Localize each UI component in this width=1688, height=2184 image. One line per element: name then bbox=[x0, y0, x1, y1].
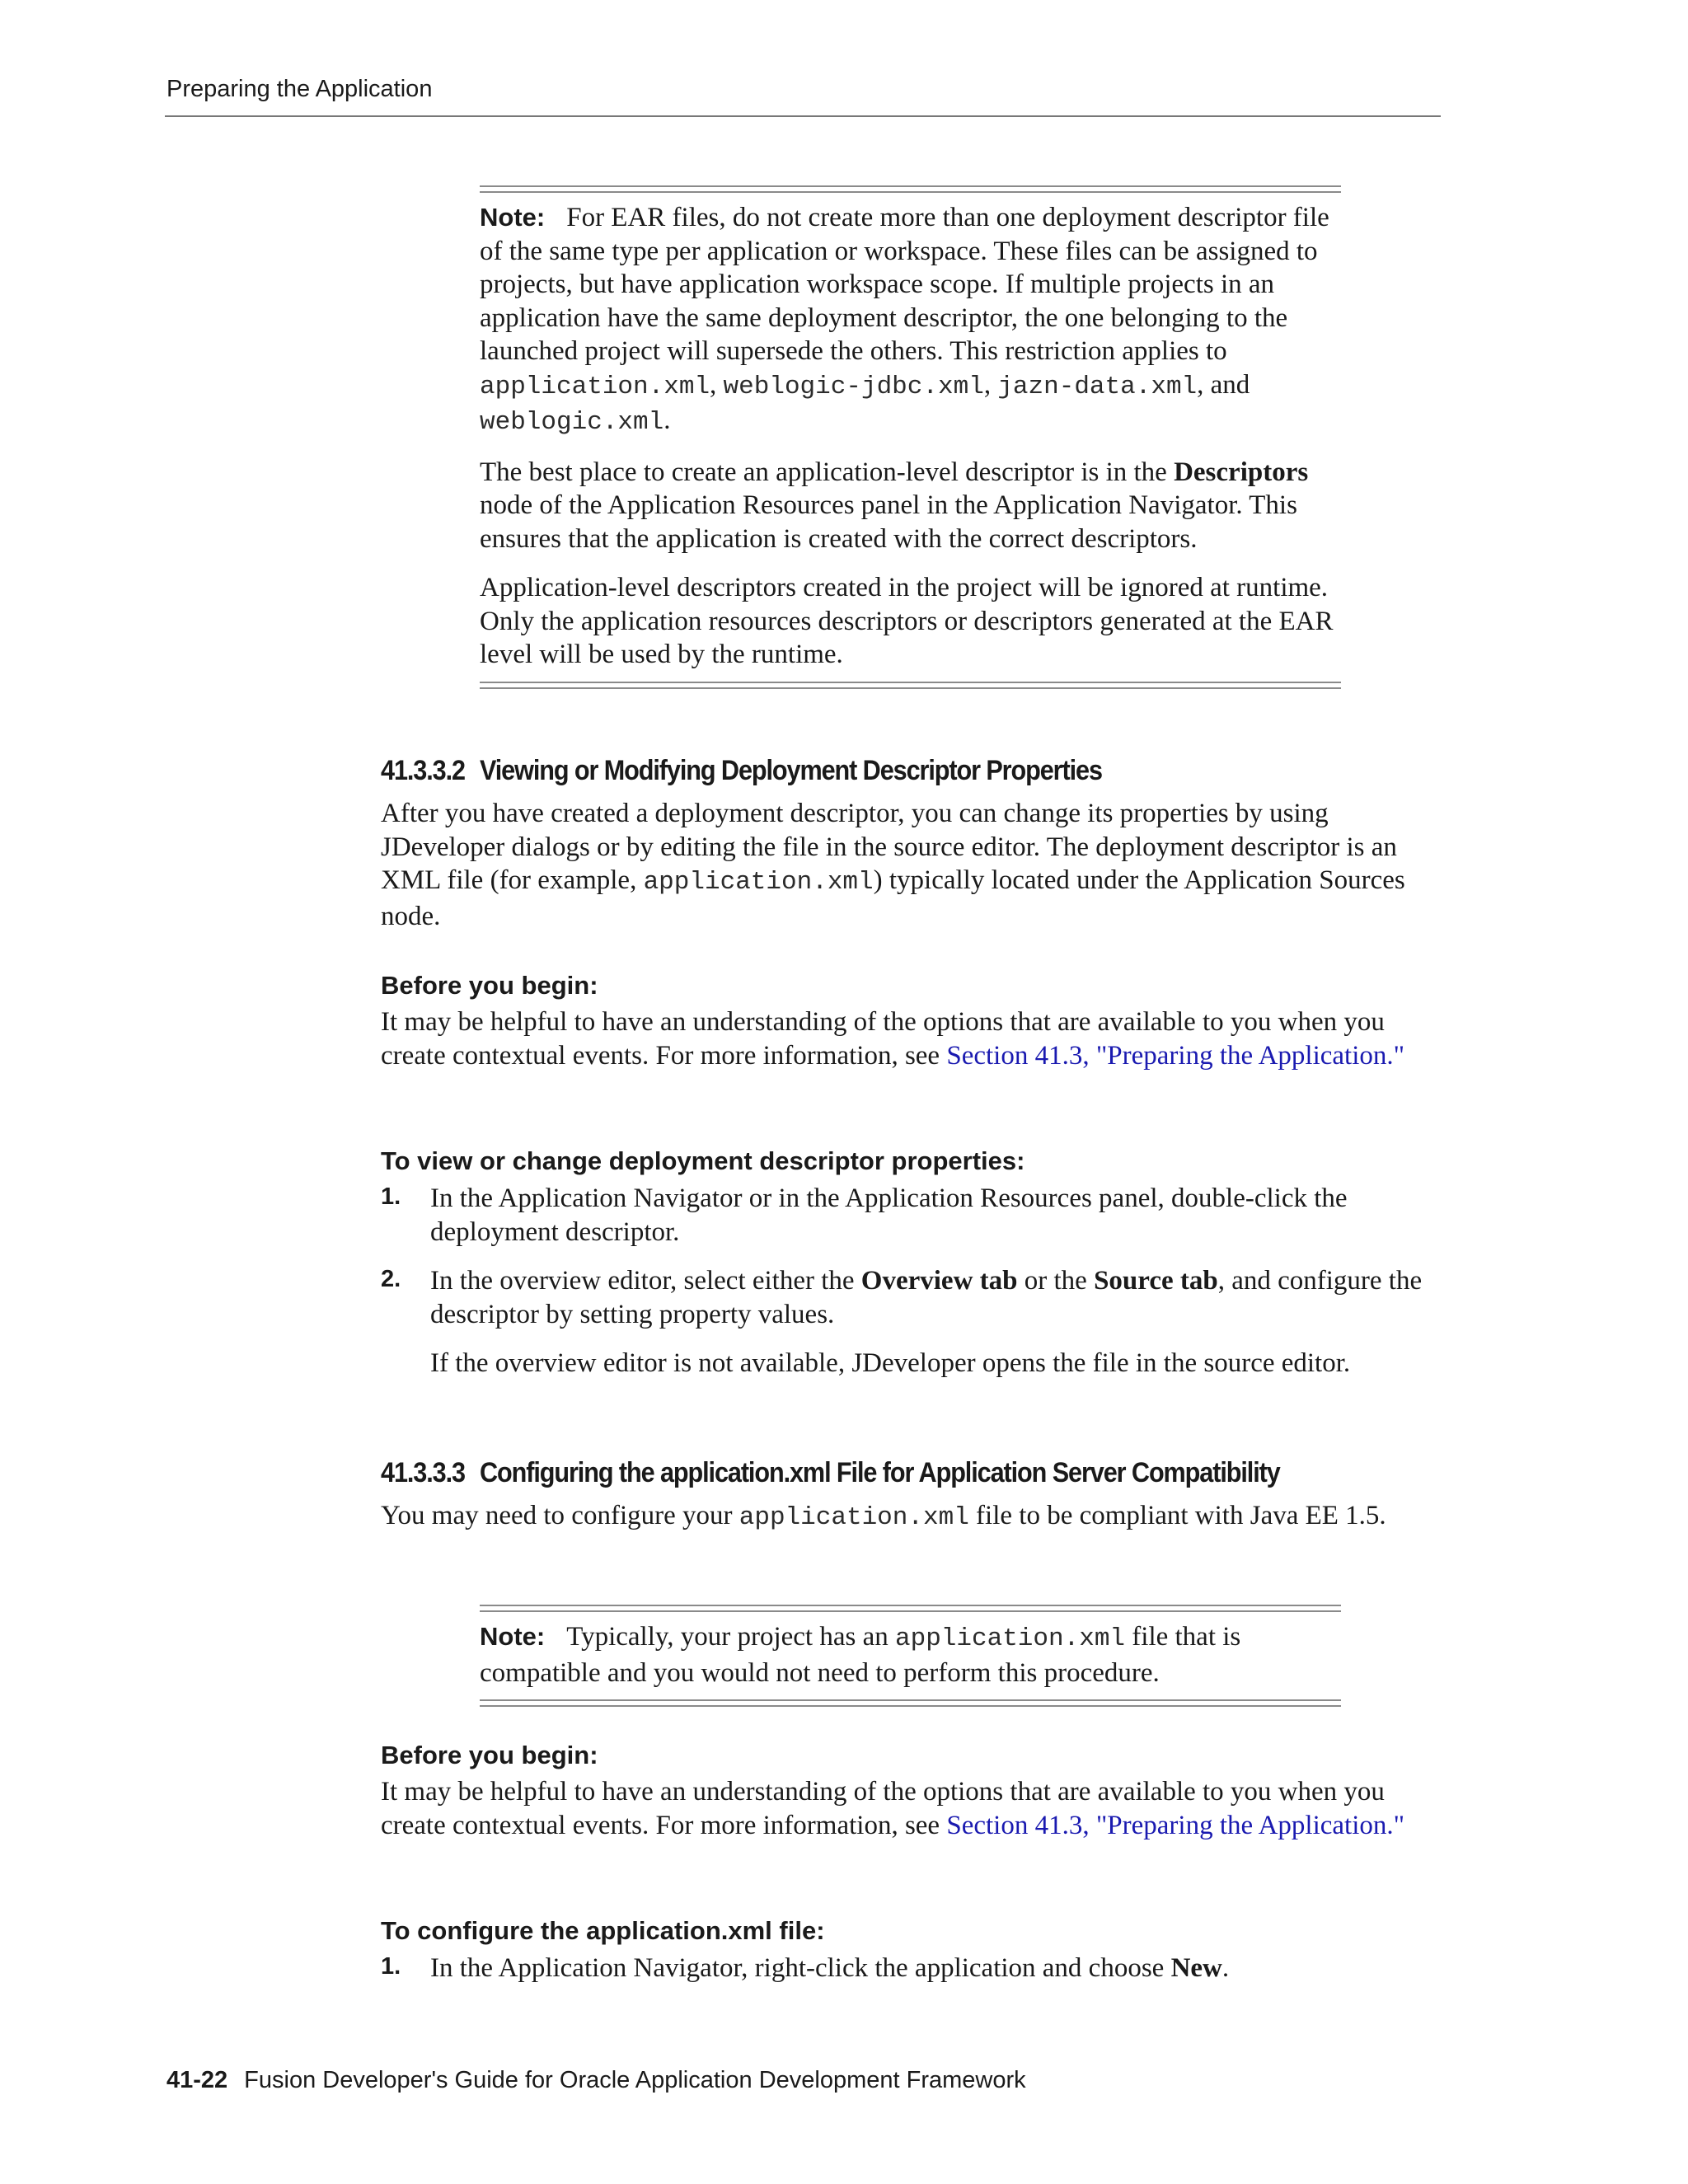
step-text-part: , and configure the descriptor by setting property values. bbox=[430, 1266, 1423, 1329]
step-number: 2. bbox=[381, 1266, 401, 1292]
step-text: In the Application Navigator or in the Application Resources panel, double-click the deployment descriptor. bbox=[430, 1183, 1348, 1247]
procedure-heading: To configure the application.xml file: bbox=[381, 1916, 825, 1945]
intro-text: file to be compliant with Java EE 1.5. bbox=[968, 1501, 1386, 1530]
intro-text: After you have created a deployment descriptor, you can change its properties by using JDeveloper dialogs or by editing the file in the source editor. The deployment descriptor is an XML file (for example, bbox=[381, 799, 1397, 895]
step-text bbox=[430, 1952, 1444, 1985]
note-paragraph bbox=[480, 201, 1341, 440]
intro-paragraph bbox=[381, 1499, 1444, 1535]
step-continuation: If the overview editor is not available, JDeveloper opens the file in the source editor. bbox=[430, 1348, 1351, 1378]
step-text-part: In the Application Navigator, right-click the application and choose bbox=[430, 1953, 1171, 1983]
note-text: Typically, your project has an bbox=[566, 1622, 895, 1652]
procedure-step bbox=[381, 1264, 1444, 1380]
code-weblogic-jdbc-xml: weblogic-jdbc.xml bbox=[723, 372, 984, 401]
separator: , bbox=[710, 369, 724, 400]
note-bottom-rule bbox=[480, 1699, 1341, 1707]
header-rule bbox=[165, 115, 1441, 117]
step-text-part: or the bbox=[1017, 1266, 1095, 1296]
note-label: Note: bbox=[480, 1622, 546, 1651]
separator: , bbox=[983, 369, 998, 400]
before-paragraph bbox=[381, 1775, 1444, 1842]
code-jazn-data-xml: jazn-data.xml bbox=[997, 372, 1198, 401]
procedure-step bbox=[381, 1952, 1444, 1985]
new-menu-term: New bbox=[1170, 1953, 1222, 1983]
note-bottom-rule bbox=[480, 682, 1341, 689]
procedure-heading: To view or change deployment descriptor properties: bbox=[381, 1146, 1025, 1175]
intro-text: ) typically located under the Application Sources node. bbox=[381, 865, 1405, 931]
section-number: 41.3.3.3 bbox=[381, 1457, 465, 1488]
code-application-xml: application.xml bbox=[480, 372, 710, 401]
note-box bbox=[480, 185, 1341, 689]
before-you-begin-text bbox=[381, 1005, 1444, 1072]
note-paragraph bbox=[480, 456, 1341, 556]
section-heading bbox=[381, 1457, 1280, 1489]
note-text: file that is compatible and you would not need to perform this procedure. bbox=[480, 1622, 1241, 1688]
note-text: The best place to create an application-level descriptor is in the bbox=[480, 457, 1175, 487]
page-footer bbox=[166, 2067, 1026, 2094]
separator: , and bbox=[1197, 369, 1250, 400]
before-text: It may be helpful to have an understanding of the options that are available to you when you create contextual events. For more information, see bbox=[381, 1007, 1385, 1071]
page-number: 41-22 bbox=[166, 2067, 228, 2093]
code-application-xml: application.xml bbox=[738, 1503, 969, 1532]
before-you-begin-heading: Before you begin: bbox=[381, 1741, 598, 1769]
section-number: 41.3.3.2 bbox=[381, 755, 465, 786]
before-paragraph bbox=[381, 1005, 1444, 1072]
step-text-part: . bbox=[1221, 1953, 1230, 1983]
step-text bbox=[430, 1264, 1444, 1331]
before-text: It may be helpful to have an understanding of the options that are available to you when you create contextual events. For more information, see bbox=[381, 1777, 1385, 1840]
period: . bbox=[663, 405, 671, 435]
step-number: 1. bbox=[381, 1953, 401, 1980]
intro-paragraph bbox=[381, 797, 1444, 933]
note-box bbox=[480, 1605, 1341, 1707]
source-tab-term: Source tab bbox=[1094, 1266, 1218, 1296]
running-header: Preparing the Application bbox=[166, 76, 433, 102]
book-title: Fusion Developer's Guide for Oracle Application Development Framework bbox=[244, 2067, 1026, 2093]
note-top-rule bbox=[480, 1605, 1341, 1612]
procedure-step bbox=[381, 1182, 1444, 1249]
note-label: Note: bbox=[480, 203, 546, 232]
note-body bbox=[480, 1612, 1341, 1699]
code-weblogic-xml: weblogic.xml bbox=[480, 408, 664, 437]
section-title: Configuring the application.xml File for Application Server Compatibility bbox=[479, 1457, 1280, 1488]
note-paragraph bbox=[480, 1620, 1341, 1690]
section-link[interactable]: Section 41.3, "Preparing the Application." bbox=[946, 1810, 1405, 1840]
before-you-begin-heading: Before you begin: bbox=[381, 971, 598, 1000]
note-text: node of the Application Resources panel in the Application Navigator. This ensures that the application is created with the correct descriptors. bbox=[480, 490, 1297, 554]
section-title: Viewing or Modifying Deployment Descriptor Properties bbox=[479, 755, 1102, 786]
step-text-part: In the overview editor, select either the bbox=[430, 1266, 861, 1296]
section-heading bbox=[381, 755, 1102, 787]
section-intro bbox=[381, 797, 1444, 933]
before-you-begin-text bbox=[381, 1775, 1444, 1842]
note-body bbox=[480, 193, 1341, 682]
note-paragraph: Application-level descriptors created in the project will be ignored at runtime. Only the application resources descriptors or descriptors generated at the EAR level will be used by the runtime. bbox=[480, 573, 1334, 669]
code-application-xml: application.xml bbox=[894, 1624, 1126, 1653]
intro-text: You may need to configure your bbox=[381, 1501, 739, 1530]
overview-tab-term: Overview tab bbox=[860, 1266, 1018, 1296]
section-link[interactable]: Section 41.3, "Preparing the Application." bbox=[946, 1040, 1405, 1071]
code-application-xml: application.xml bbox=[643, 868, 874, 897]
note-text: For EAR files, do not create more than one deployment descriptor file of the same type per application or workspace. These files can be assigned to projects, but have application workspace scope. If multiple projects in an application have the same deployment descriptor, the one belonging to the launched project will supersede the others. This restriction applies to bbox=[480, 203, 1329, 366]
section-intro bbox=[381, 1499, 1444, 1535]
note-top-rule bbox=[480, 185, 1341, 193]
step-number: 1. bbox=[381, 1183, 401, 1210]
descriptors-term: Descriptors bbox=[1174, 457, 1309, 487]
